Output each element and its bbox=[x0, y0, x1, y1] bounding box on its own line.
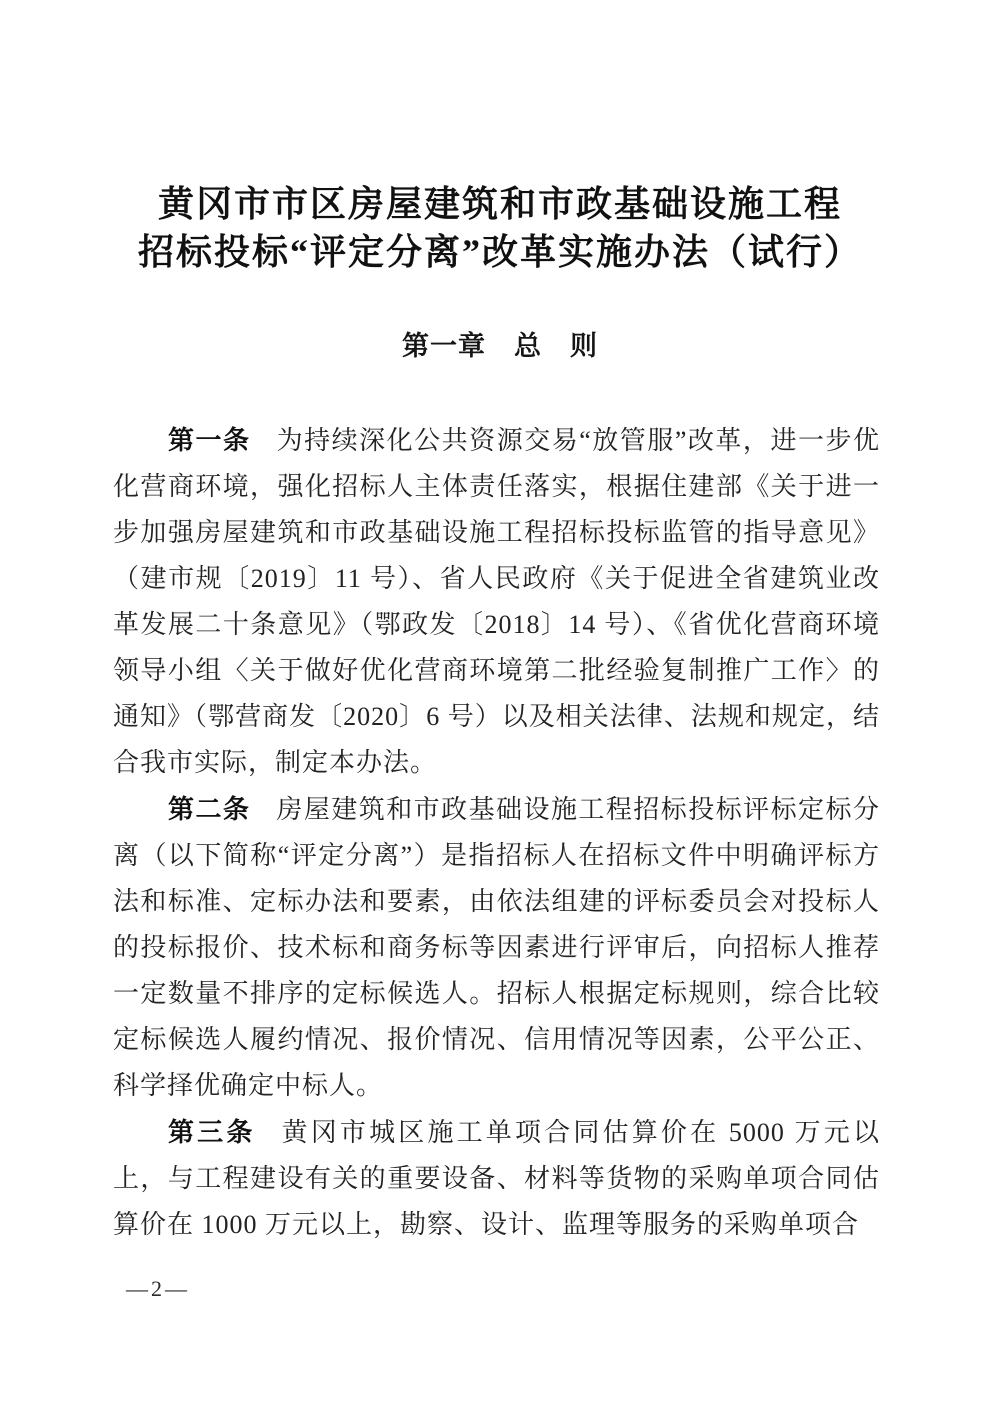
chapter-heading: 第一章 总 则 bbox=[402, 331, 598, 361]
document-body bbox=[113, 417, 880, 1248]
article-3-text: 黄冈市城区施工单项合同估算价在 5000 万元以上，与工程建设有关的重要设备、材料等货物的采购单项合同估算价在 1000 万元以上，勘察、设计、监理等服务的采购单项合 bbox=[113, 1118, 880, 1239]
page-number: —2— bbox=[126, 1276, 190, 1301]
article-1-label: 第一条 bbox=[168, 425, 251, 455]
paragraph-article-1 bbox=[113, 417, 880, 786]
article-1-text: 为持续深化公共资源交易“放管服”改革，进一步优化营商环境，强化招标人主体责任落实，根据住建部《关于进一步加强房屋建筑和市政基础设施工程招标投标监管的指导意见》（建市规〔2019〕11 号）、省人民政府《关于促进全省建筑业改革发展二十条意见》（鄂政发〔2018〕14 号）、《省优化营商环境领导小组〈关于做好优化营商环境第二批经验复制推广工作〉的通知》（鄂营商发〔2020〕6 号）以及相关法律、法规和规定，结合我市实际，制定本办法。 bbox=[113, 426, 880, 777]
article-2-text: 房屋建筑和市政基础设施工程招标投标评标定标分离（以下简称“评定分离”）是指招标人在招标文件中明确评标方法和标准、定标办法和要素，由依法组建的评标委员会对投标人的投标报价、技术标和商务标等因素进行评审后，向招标人推荐一定数量不排序的定标候选人。招标人根据定标规则，综合比较定标候选人履约情况、报价情况、信用情况等因素，公平公正、科学择优确定中标人。 bbox=[113, 795, 880, 1100]
document-title-line-2: 招标投标“评定分离”改革实施办法（试行） bbox=[137, 232, 862, 272]
article-3-label: 第三条 bbox=[168, 1117, 256, 1147]
paragraph-article-2 bbox=[113, 786, 880, 1109]
document-title bbox=[0, 180, 1000, 276]
article-2-label: 第二条 bbox=[168, 794, 251, 824]
paragraph-article-3 bbox=[113, 1109, 880, 1248]
document-title-line-1: 黄冈市市区房屋建筑和市政基础设施工程 bbox=[157, 184, 842, 224]
